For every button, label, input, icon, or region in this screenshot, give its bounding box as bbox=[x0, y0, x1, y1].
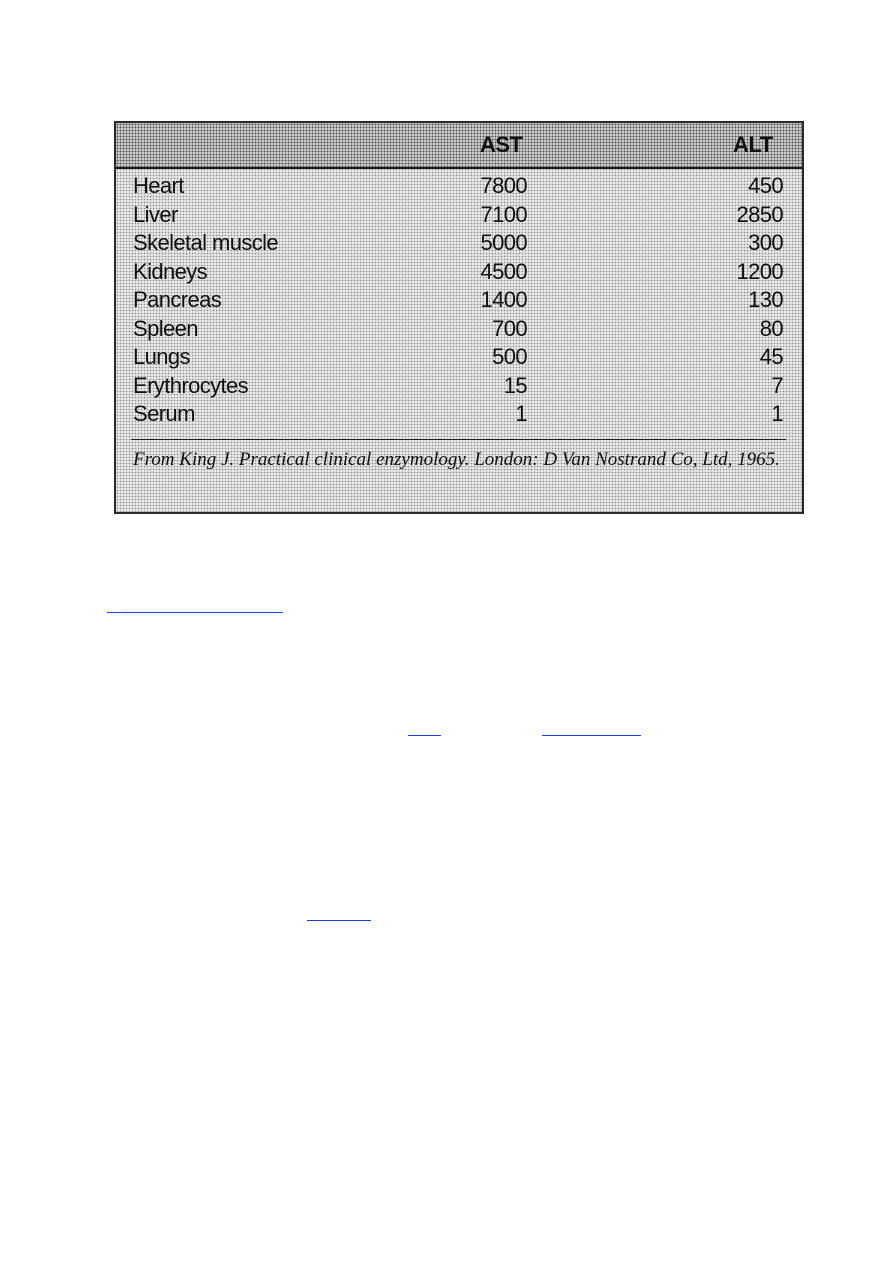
hyperlink-underline[interactable] bbox=[542, 735, 641, 736]
table-body bbox=[116, 173, 802, 430]
organ-cell: Heart bbox=[133, 173, 184, 198]
organ-cell: Serum bbox=[133, 401, 195, 426]
organ-cell: Pancreas bbox=[133, 287, 222, 312]
hyperlink-underline[interactable] bbox=[408, 735, 441, 736]
table-source-citation: From King J. Practical clinical enzymology. London: D Van Nostrand Co, Ltd, 1965. bbox=[133, 449, 780, 470]
ast-value-cell: 4500 bbox=[480, 258, 527, 284]
hyperlink-underline[interactable] bbox=[107, 612, 283, 613]
ast-value-cell: 15 bbox=[503, 372, 527, 398]
alt-value-cell: 130 bbox=[748, 287, 783, 312]
ast-value-cell: 500 bbox=[492, 344, 527, 369]
organ-cell: Erythrocytes bbox=[133, 372, 249, 398]
ast-value-cell: 1400 bbox=[480, 287, 527, 312]
table-header-row bbox=[116, 123, 802, 169]
enzyme-activity-table bbox=[114, 121, 804, 514]
table-row bbox=[116, 230, 802, 259]
column-header-ast: AST bbox=[480, 132, 523, 157]
organ-cell: Kidneys bbox=[133, 258, 208, 284]
ast-value-cell: 1 bbox=[515, 401, 527, 426]
organ-cell: Liver bbox=[133, 201, 178, 227]
alt-value-cell: 80 bbox=[759, 315, 783, 341]
table-row bbox=[116, 316, 802, 345]
organ-cell: Lungs bbox=[133, 344, 190, 369]
alt-value-cell: 45 bbox=[759, 344, 783, 369]
organ-cell: Skeletal muscle bbox=[133, 230, 279, 255]
alt-value-cell: 7 bbox=[771, 372, 783, 398]
alt-value-cell: 300 bbox=[748, 230, 783, 255]
ast-value-cell: 5000 bbox=[480, 230, 527, 255]
alt-value-cell: 1 bbox=[771, 401, 783, 426]
table-row bbox=[116, 344, 802, 373]
hyperlink-underline[interactable] bbox=[307, 920, 371, 921]
ast-value-cell: 7800 bbox=[480, 173, 527, 198]
ast-value-cell: 7100 bbox=[480, 201, 527, 227]
table-row bbox=[116, 287, 802, 316]
ast-value-cell: 700 bbox=[492, 315, 527, 341]
column-header-alt: ALT bbox=[733, 132, 773, 157]
table-row bbox=[116, 373, 802, 402]
table-row bbox=[116, 259, 802, 288]
table-row bbox=[116, 173, 802, 202]
table-row bbox=[116, 202, 802, 231]
alt-value-cell: 1200 bbox=[736, 258, 783, 284]
alt-value-cell: 2850 bbox=[736, 201, 783, 227]
source-divider bbox=[131, 439, 786, 440]
table-row bbox=[116, 401, 802, 430]
alt-value-cell: 450 bbox=[748, 173, 783, 198]
organ-cell: Spleen bbox=[133, 315, 198, 341]
